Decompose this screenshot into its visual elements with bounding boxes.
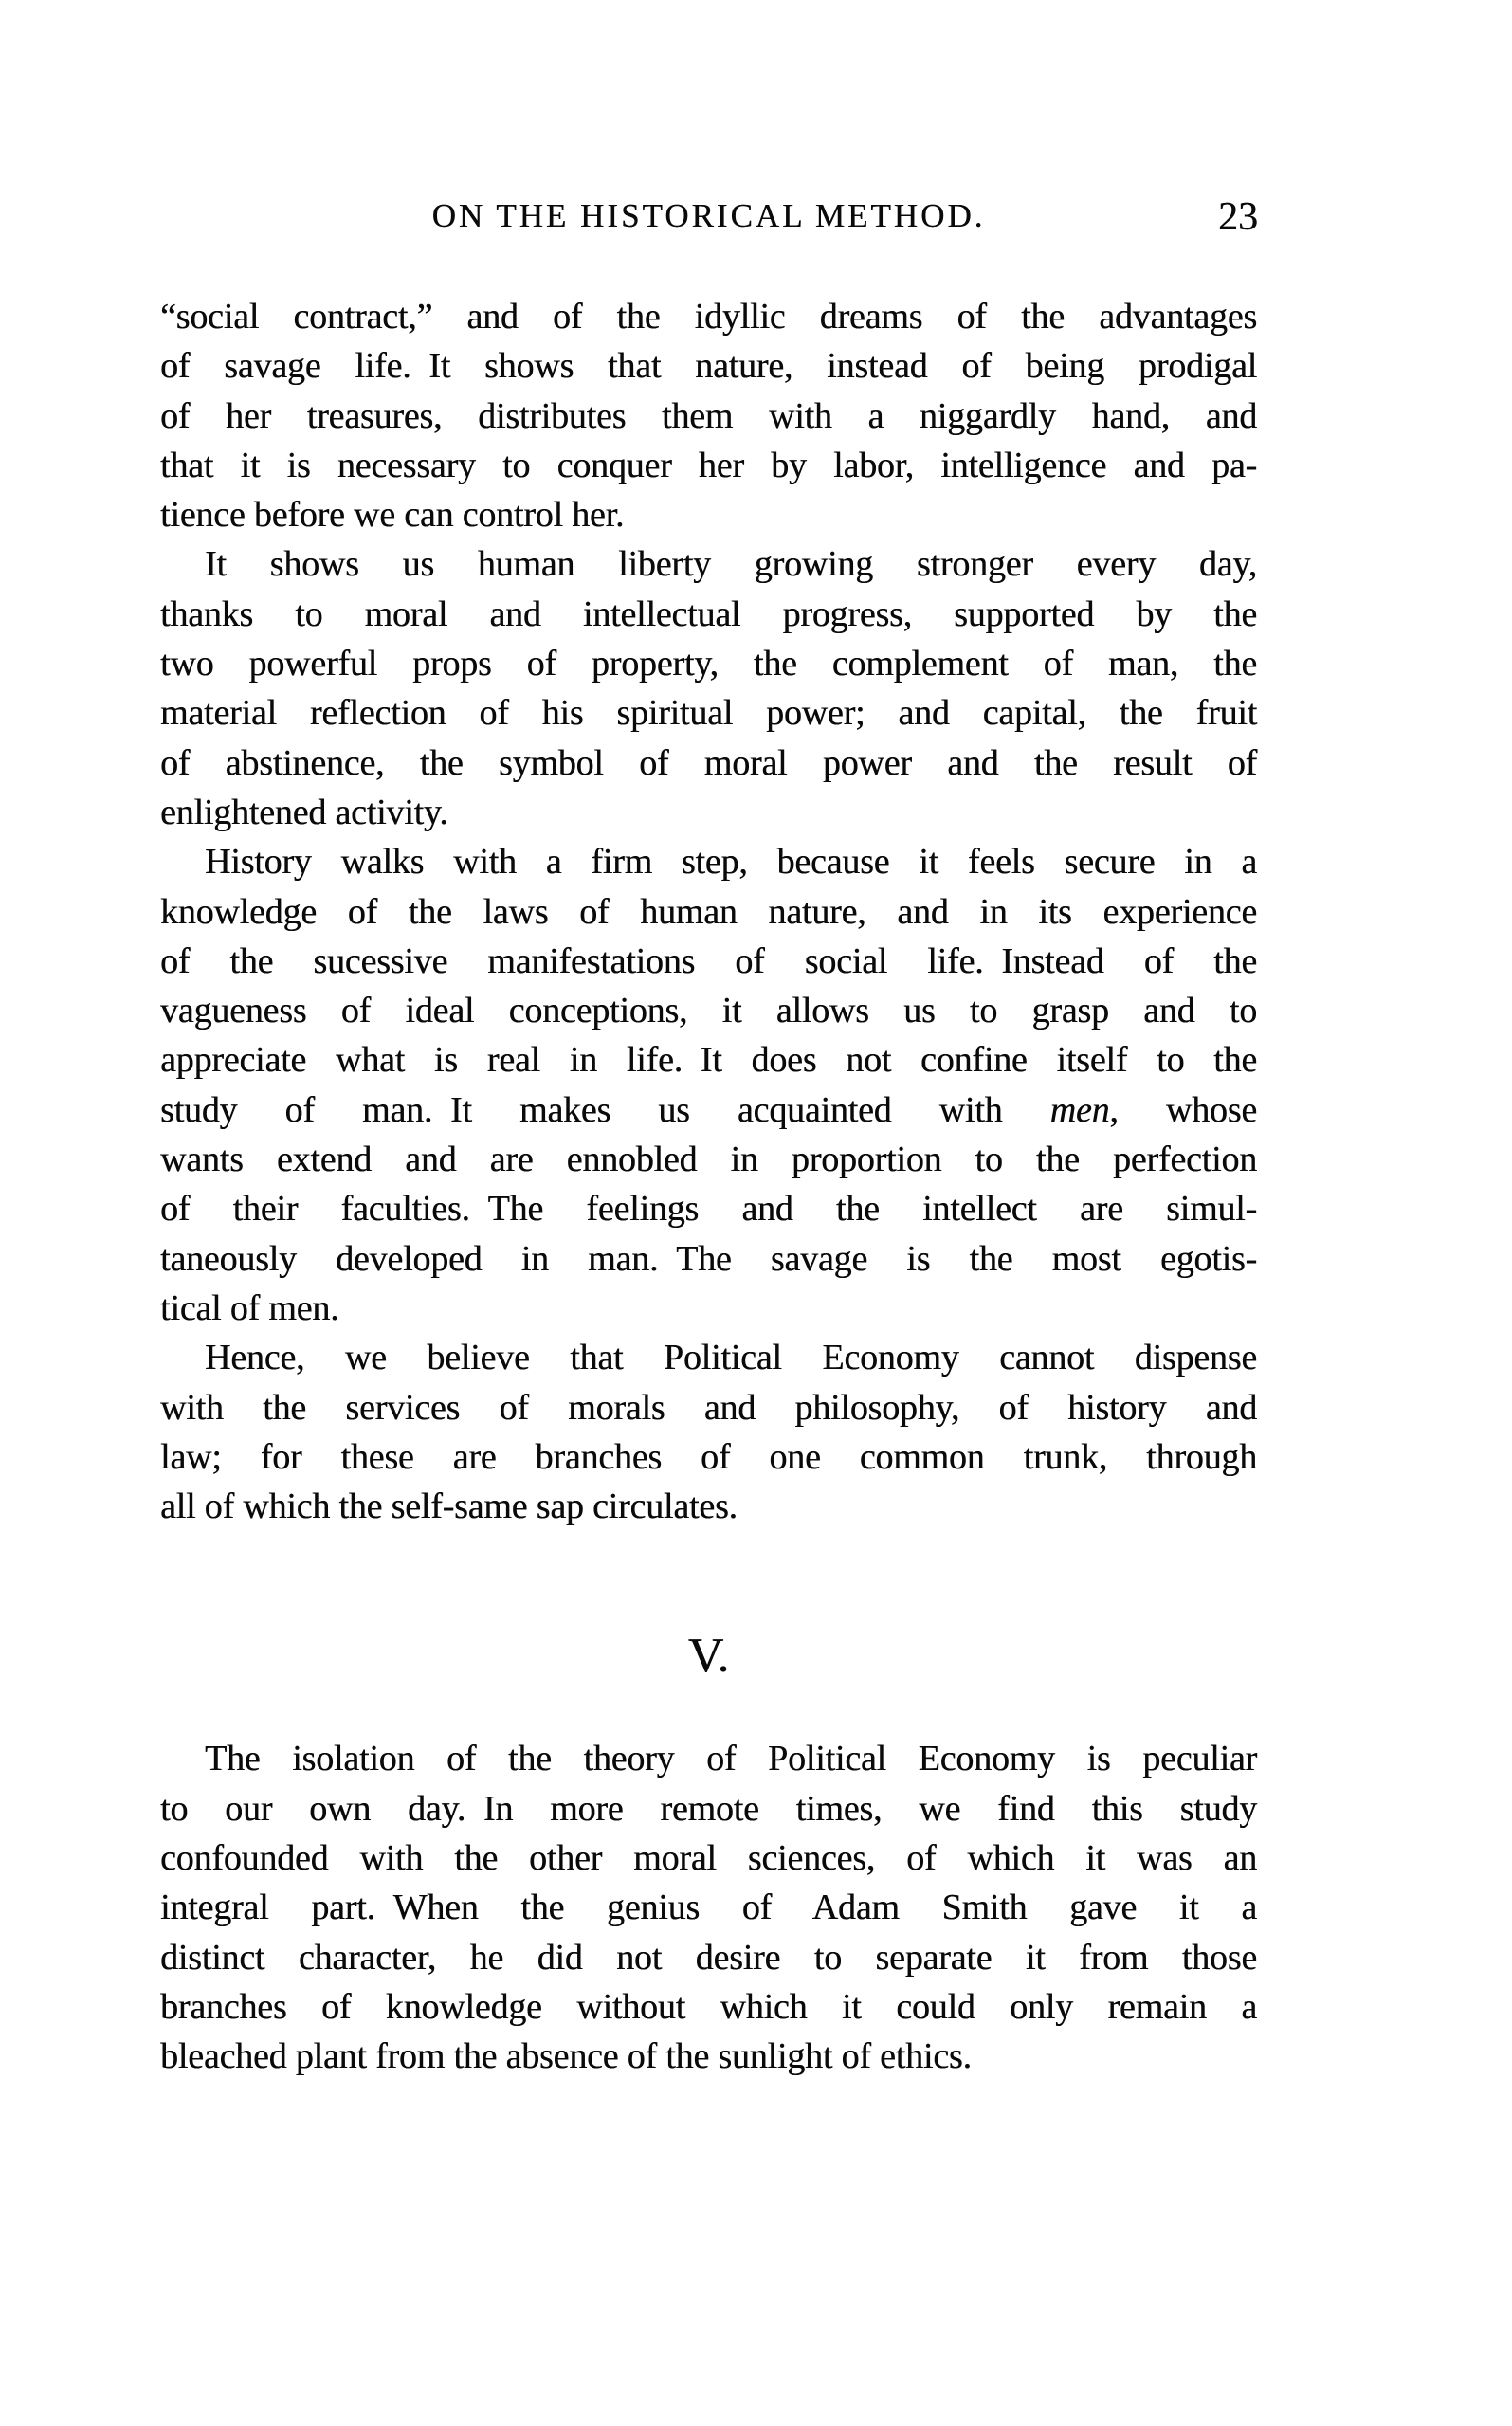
text-line: Hence, we believe that Political Economy cannot dispense bbox=[205, 1338, 1257, 1378]
text-line: of savage life. It shows that nature, instead of being prodigal bbox=[160, 346, 1257, 387]
text-line bbox=[160, 1085, 1257, 1135]
section-heading: V. bbox=[687, 1629, 730, 1684]
text-line: The isolation of the theory of Political Economy is peculiar bbox=[205, 1739, 1257, 1779]
text-line: that it is necessary to conquer her by labor, intelligence and pa- bbox=[160, 445, 1257, 485]
text-line: vagueness of ideal conceptions, it allows us to grasp and to bbox=[160, 991, 1257, 1031]
text-line: of her treasures, distributes them with a niggardly hand, and bbox=[160, 395, 1257, 436]
text-line: of their faculties. The feelings and the intellect are simul- bbox=[160, 1189, 1257, 1230]
running-header: ON THE HISTORICAL METHOD. bbox=[431, 197, 986, 234]
text-line: History walks with a firm step, because it feels secure in a bbox=[205, 842, 1257, 883]
text-line: bleached plant from the absence of the sunlight of ethics. bbox=[160, 2036, 972, 2077]
text-line: thanks to moral and intellectual progress, supported by the bbox=[160, 593, 1257, 634]
text-line: taneously developed in man. The savage is the most egotis- bbox=[160, 1238, 1257, 1279]
text-line: integral part. When the genius of Adam Smith gave it a bbox=[160, 1888, 1257, 1928]
paragraph bbox=[160, 1333, 1257, 1531]
text-line: appreciate what is real in life. It does not confine itself to the bbox=[160, 1040, 1257, 1081]
text-line: all of which the self-same sap circulates. bbox=[160, 1487, 738, 1527]
text-line: to our own day. In more remote times, we find this study bbox=[160, 1788, 1257, 1829]
paragraph bbox=[160, 292, 1257, 539]
body-text bbox=[160, 292, 1257, 2082]
text-line: confounded with the other moral sciences, of which it was an bbox=[160, 1838, 1257, 1879]
text-segment: study of man. It makes us acquainted with bbox=[160, 1089, 1050, 1130]
text-segment: , whose bbox=[1109, 1089, 1257, 1130]
text-line: of abstinence, the symbol of moral power and the result of bbox=[160, 742, 1257, 783]
text-line: wants extend and are ennobled in proportion to the perfection bbox=[160, 1140, 1257, 1180]
text-line: distinct character, he did not desire to separate it from those bbox=[160, 1937, 1257, 1978]
text-line: branches of knowledge without which it could only remain a bbox=[160, 1986, 1257, 2027]
paragraph bbox=[160, 539, 1257, 837]
text-line: “social contract,” and of the idyllic dreams of the advantages bbox=[160, 297, 1257, 337]
paragraph bbox=[160, 1734, 1257, 2081]
text-line: tience before we can control her. bbox=[160, 495, 625, 536]
text-line: enlightened activity. bbox=[160, 792, 448, 832]
italic-term: men bbox=[1049, 1089, 1110, 1130]
text-line: two powerful props of property, the complement of man, the bbox=[160, 644, 1257, 684]
text-line: tical of men. bbox=[160, 1287, 339, 1328]
page-number: 23 bbox=[1218, 195, 1258, 239]
text-line: law; for these are branches of one common trunk, through bbox=[160, 1436, 1257, 1477]
text-line: material reflection of his spiritual power; and capital, the fruit bbox=[160, 693, 1257, 734]
text-line: of the sucessive manifestations of social life. Instead of the bbox=[160, 940, 1257, 981]
text-line: knowledge of the laws of human nature, and in its experience bbox=[160, 891, 1257, 932]
text-line: It shows us human liberty growing stronger every day, bbox=[205, 544, 1257, 585]
text-line: with the services of morals and philosophy, of history and bbox=[160, 1387, 1257, 1428]
paragraph bbox=[160, 837, 1257, 1333]
